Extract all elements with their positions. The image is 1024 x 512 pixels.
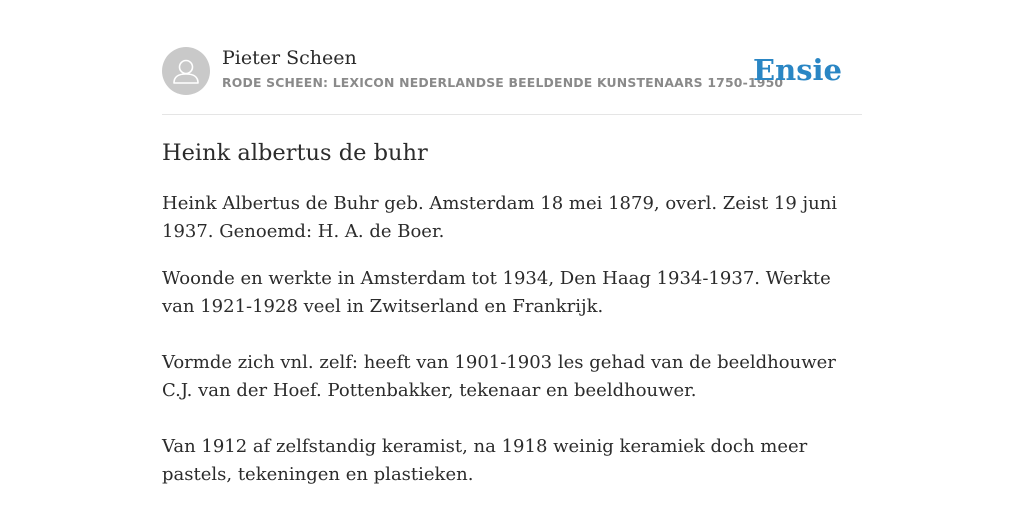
avatar[interactable] — [162, 47, 210, 95]
ensie-logo[interactable]: Ensie — [753, 53, 842, 87]
article-title: Heink albertus de buhr — [162, 140, 428, 166]
author-name[interactable]: Pieter Scheen — [222, 47, 357, 69]
article-paragraph: Vormde zich vnl. zelf: heeft van 1901-1903 les gehad van de beeldhouwer C.J. van der Hoef. Pottenbakker, tekenaar en beeldhouwer. — [162, 352, 836, 401]
article-paragraph: Heink Albertus de Buhr geb. Amsterdam 18 mei 1879, overl. Zeist 19 juni 1937. Genoemd: H. A. de Boer. — [162, 193, 838, 242]
user-silhouette-icon — [162, 47, 210, 95]
article-paragraph: Van 1912 af zelfstandig keramist, na 1918 weinig keramiek doch meer pastels, tekeningen en plastieken. — [162, 436, 808, 485]
source-title[interactable]: RODE SCHEEN: LEXICON NEDERLANDSE BEELDENDE KUNSTENAARS 1750-1950 — [222, 75, 784, 90]
article-paragraph: Woonde en werkte in Amsterdam tot 1934, Den Haag 1934-1937. Werkte van 1921-1928 veel in Zwitserland en Frankrijk. — [162, 268, 831, 317]
author-header — [162, 46, 862, 115]
article — [162, 136, 867, 489]
